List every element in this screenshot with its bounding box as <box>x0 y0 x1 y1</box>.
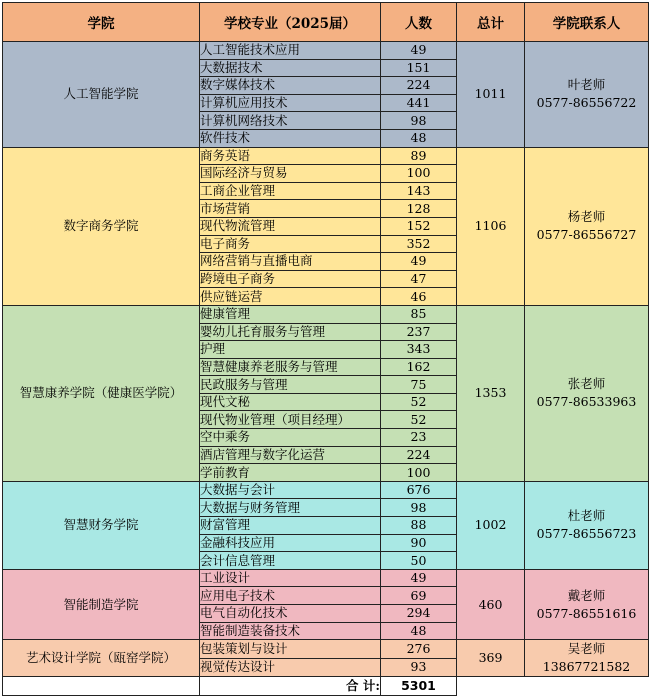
major-count: 100 <box>381 165 457 183</box>
major-name: 护理 <box>200 341 381 359</box>
major-count: 276 <box>381 640 457 659</box>
major-name: 网络营销与直播电商 <box>200 253 381 271</box>
table-row <box>3 147 649 165</box>
header-contact: 学院联系人 <box>525 3 649 42</box>
table-row <box>3 481 649 499</box>
major-count: 46 <box>381 288 457 306</box>
major-count: 69 <box>381 587 457 605</box>
major-name: 酒店管理与数字化运营 <box>200 446 381 464</box>
major-name: 工业设计 <box>200 569 381 587</box>
table-body <box>3 42 649 677</box>
major-name: 国际经济与贸易 <box>200 165 381 183</box>
major-count: 143 <box>381 182 457 200</box>
college-contact <box>525 305 649 481</box>
major-name: 大数据技术 <box>200 59 381 77</box>
major-count: 75 <box>381 376 457 394</box>
major-count: 352 <box>381 235 457 253</box>
major-name: 财富管理 <box>200 517 381 535</box>
college-name: 智能制造学院 <box>3 569 200 639</box>
header-total: 总计 <box>457 3 525 42</box>
table-row <box>3 640 649 659</box>
major-name: 民政服务与管理 <box>200 376 381 394</box>
major-count: 88 <box>381 517 457 535</box>
major-count: 98 <box>381 112 457 130</box>
major-count: 52 <box>381 411 457 429</box>
major-count: 224 <box>381 446 457 464</box>
college-contact <box>525 42 649 148</box>
major-name: 健康管理 <box>200 305 381 323</box>
contact-phone: 0577-86551616 <box>536 605 637 621</box>
major-count: 85 <box>381 305 457 323</box>
college-total: 460 <box>457 569 525 639</box>
college-name: 人工智能学院 <box>3 42 200 148</box>
major-name: 工商企业管理 <box>200 182 381 200</box>
major-name: 现代物流管理 <box>200 217 381 235</box>
major-count: 224 <box>381 77 457 95</box>
table-row <box>3 42 649 60</box>
college-name: 艺术设计学院（瓯窑学院） <box>3 640 200 677</box>
major-count: 100 <box>381 464 457 482</box>
header-major: 学校专业（2025届） <box>200 3 381 42</box>
major-name: 大数据与财务管理 <box>200 499 381 517</box>
college-contact <box>525 481 649 569</box>
contact-phone: 0577-86556722 <box>536 95 637 111</box>
footer-blank <box>3 677 200 696</box>
major-name: 电子商务 <box>200 235 381 253</box>
major-count: 343 <box>381 341 457 359</box>
major-count: 237 <box>381 323 457 341</box>
major-name: 智慧健康养老服务与管理 <box>200 358 381 376</box>
major-name: 市场营销 <box>200 200 381 218</box>
contact-phone: 0577-86556727 <box>536 227 637 243</box>
college-name: 智慧财务学院 <box>3 481 200 569</box>
college-total: 1011 <box>457 42 525 148</box>
major-name: 电气自动化技术 <box>200 605 381 623</box>
major-name: 应用电子技术 <box>200 587 381 605</box>
major-count: 49 <box>381 569 457 587</box>
college-total: 1002 <box>457 481 525 569</box>
major-count: 49 <box>381 42 457 60</box>
major-count: 294 <box>381 605 457 623</box>
major-name: 婴幼儿托育服务与管理 <box>200 323 381 341</box>
college-contact <box>525 569 649 639</box>
header-row <box>3 3 649 42</box>
major-count: 50 <box>381 552 457 570</box>
major-name: 智能制造装备技术 <box>200 622 381 640</box>
major-name: 空中乘务 <box>200 429 381 447</box>
major-count: 93 <box>381 658 457 677</box>
contact-name: 杜老师 <box>567 508 606 524</box>
contact-phone: 0577-86556723 <box>536 526 637 542</box>
contact-name: 戴老师 <box>567 587 606 603</box>
major-name: 会计信息管理 <box>200 552 381 570</box>
major-name: 学前教育 <box>200 464 381 482</box>
major-name: 视觉传达设计 <box>200 658 381 677</box>
major-count: 23 <box>381 429 457 447</box>
major-name: 现代文秘 <box>200 393 381 411</box>
major-name: 大数据与会计 <box>200 481 381 499</box>
header-college: 学院 <box>3 3 200 42</box>
major-name: 金融科技应用 <box>200 534 381 552</box>
major-count: 676 <box>381 481 457 499</box>
major-count: 47 <box>381 270 457 288</box>
major-name: 供应链运营 <box>200 288 381 306</box>
contact-phone: 13867721582 <box>542 659 631 675</box>
contact-name: 杨老师 <box>567 209 606 225</box>
enrollment-table <box>2 2 649 696</box>
contact-name: 吴老师 <box>567 641 606 657</box>
table-row <box>3 569 649 587</box>
college-total: 1353 <box>457 305 525 481</box>
major-count: 152 <box>381 217 457 235</box>
college-contact <box>525 640 649 677</box>
college-total: 1106 <box>457 147 525 305</box>
major-count: 90 <box>381 534 457 552</box>
footer-blank-right <box>457 677 525 696</box>
contact-name: 叶老师 <box>567 77 606 93</box>
major-count: 49 <box>381 253 457 271</box>
major-count: 48 <box>381 622 457 640</box>
major-count: 89 <box>381 147 457 165</box>
major-count: 48 <box>381 129 457 147</box>
college-total: 369 <box>457 640 525 677</box>
major-name: 包装策划与设计 <box>200 640 381 659</box>
major-name: 跨境电子商务 <box>200 270 381 288</box>
sum-value: 5301 <box>381 677 457 696</box>
college-name: 智慧康养学院（健康医学院） <box>3 305 200 481</box>
major-count: 128 <box>381 200 457 218</box>
contact-phone: 0577-86533963 <box>536 394 637 410</box>
major-name: 商务英语 <box>200 147 381 165</box>
major-name: 数字媒体技术 <box>200 77 381 95</box>
footer-blank-far <box>525 677 649 696</box>
college-contact <box>525 147 649 305</box>
sum-label: 合 计: <box>200 677 381 696</box>
major-count: 151 <box>381 59 457 77</box>
major-name: 现代物业管理（项目经理） <box>200 411 381 429</box>
major-name: 人工智能技术应用 <box>200 42 381 60</box>
major-name: 软件技术 <box>200 129 381 147</box>
header-count: 人数 <box>381 3 457 42</box>
footer-row <box>3 677 649 696</box>
table-row <box>3 305 649 323</box>
major-count: 441 <box>381 94 457 112</box>
college-name: 数字商务学院 <box>3 147 200 305</box>
contact-name: 张老师 <box>567 376 606 392</box>
major-count: 52 <box>381 393 457 411</box>
major-count: 162 <box>381 358 457 376</box>
major-count: 98 <box>381 499 457 517</box>
major-name: 计算机网络技术 <box>200 112 381 130</box>
major-name: 计算机应用技术 <box>200 94 381 112</box>
